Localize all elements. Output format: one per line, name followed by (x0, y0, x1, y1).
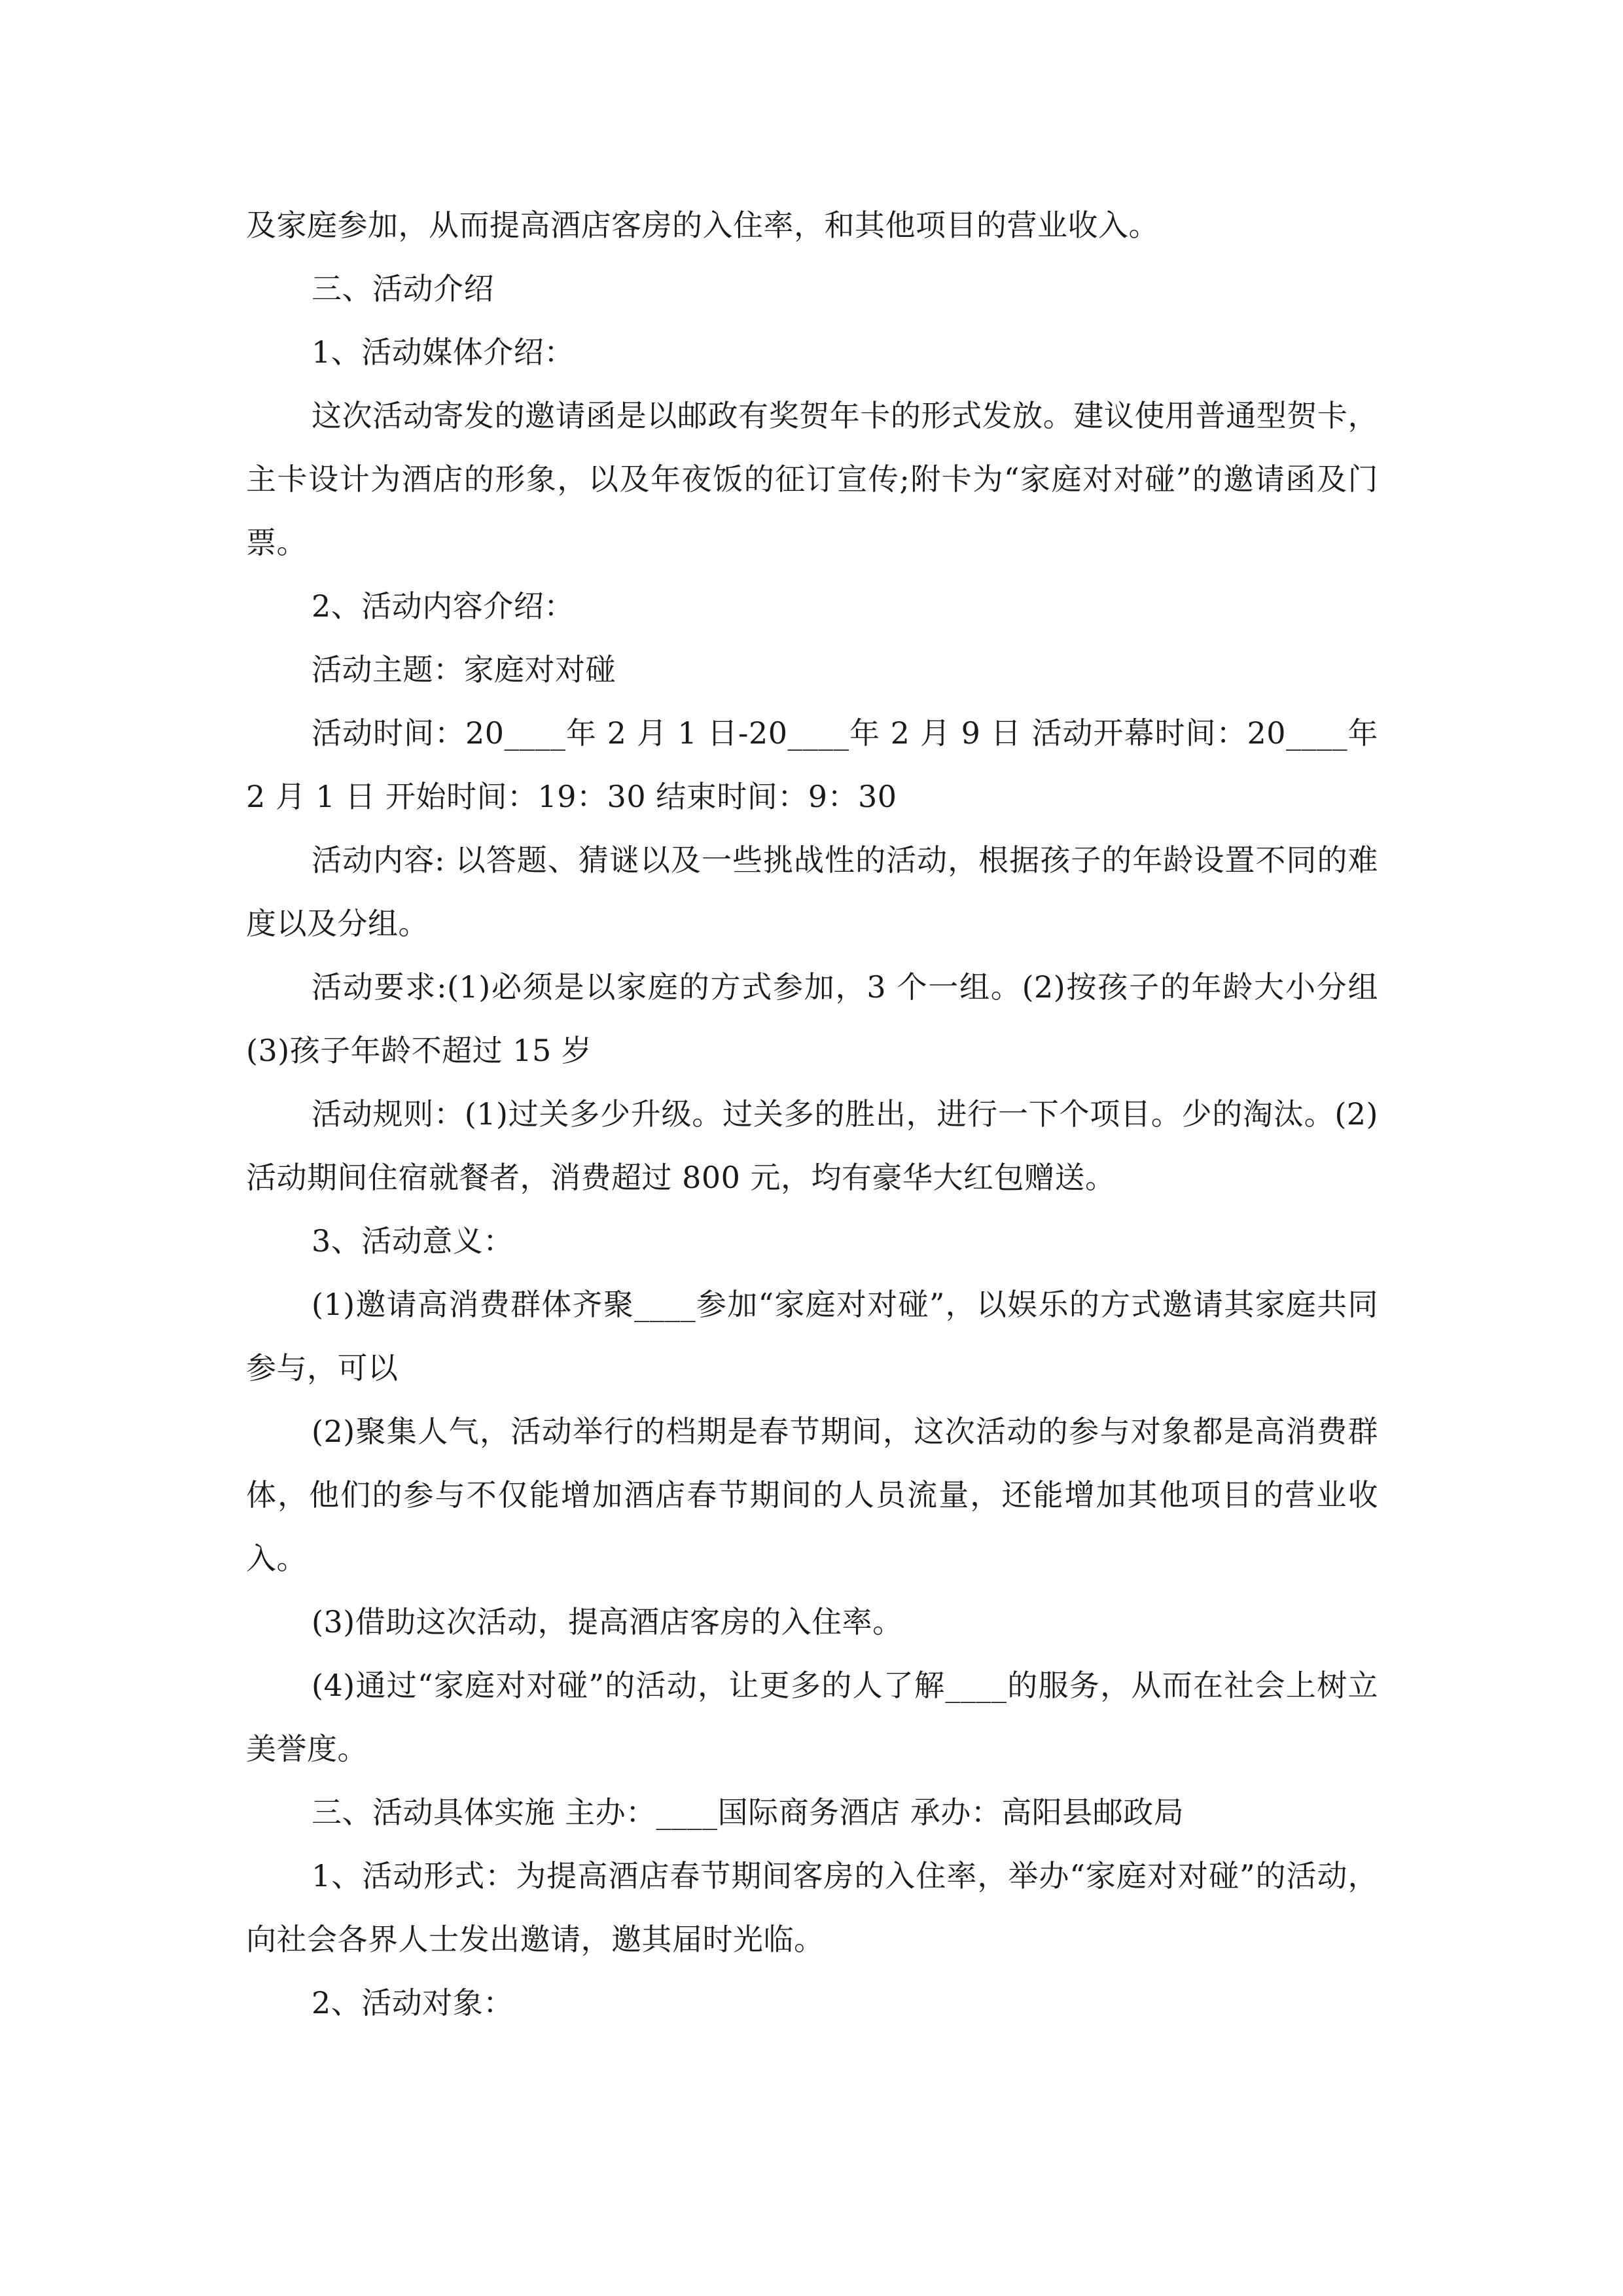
paragraph-significance-3: (3)借助这次活动，提高酒店客房的入住率。 (312, 1604, 903, 1640)
paragraph-significance-1: (1)邀请高消费群体齐聚____参加“家庭对对碰”，以娱乐的方式邀请其家庭共同参与，可以 (246, 1287, 1378, 1386)
paragraph-media-description: 这次活动寄发的邀请函是以邮政有奖贺年卡的形式发放。建议使用普通型贺卡，主卡设计为酒店的形象，以及年夜饭的征订宣传;附卡为“家庭对对碰”的邀请函及门票。 (246, 398, 1378, 560)
subheading-activity-significance: 3、活动意义： (312, 1223, 514, 1259)
paragraph-activity-time: 活动时间：20____年 2 月 1 日-20____年 2 月 9 日 活动开幕时间：20____年2 月 1 日 开始时间：19：30 结束时间：9：30 (246, 715, 1378, 814)
document-body (246, 194, 1378, 2035)
section-heading-activity-intro: 三、活动介绍 (312, 271, 494, 306)
paragraph-activity-content: 活动内容: 以答题、猜谜以及一些挑战性的活动，根据孩子的年龄设置不同的难度以及分组。 (246, 842, 1378, 941)
paragraph-continuation: 及家庭参加，从而提高酒店客房的入住率，和其他项目的营业收入。 (246, 207, 1159, 243)
paragraph-significance-2: (2)聚集人气，活动举行的档期是春节期间，这次活动的参与对象都是高消费群体，他们的参与不仅能增加酒店春节期间的人员流量，还能增加其他项目的营业收入。 (246, 1414, 1378, 1576)
paragraph-activity-form: 1、活动形式：为提高酒店春节期间客房的入住率，举办“家庭对对碰”的活动，向社会各界人士发出邀请，邀其届时光临。 (246, 1858, 1378, 1957)
paragraph-activity-rules: 活动规则：(1)过关多少升级。过关多的胜出，进行一下个项目。少的淘汰。(2)活动期间住宿就餐者，消费超过 800 元，均有豪华大红包赠送。 (246, 1096, 1378, 1195)
subheading-content-intro: 2、活动内容介绍： (312, 588, 575, 624)
subheading-activity-targets: 2、活动对象： (312, 1985, 514, 2020)
paragraph-significance-4: (4)通过“家庭对对碰”的活动，让更多的人了解____的服务，从而在社会上树立美誉度。 (246, 1668, 1378, 1767)
paragraph-activity-requirements: 活动要求:(1)必须是以家庭的方式参加，3 个一组。(2)按孩子的年龄大小分组 (3)孩子年龄不超过 15 岁 (246, 969, 1378, 1068)
subheading-media-intro: 1、活动媒体介绍： (312, 334, 575, 370)
paragraph-activity-theme: 活动主题：家庭对对碰 (312, 652, 616, 687)
section-heading-implementation: 三、活动具体实施 主办：____国际商务酒店 承办：高阳县邮政局 (312, 1795, 1185, 1830)
